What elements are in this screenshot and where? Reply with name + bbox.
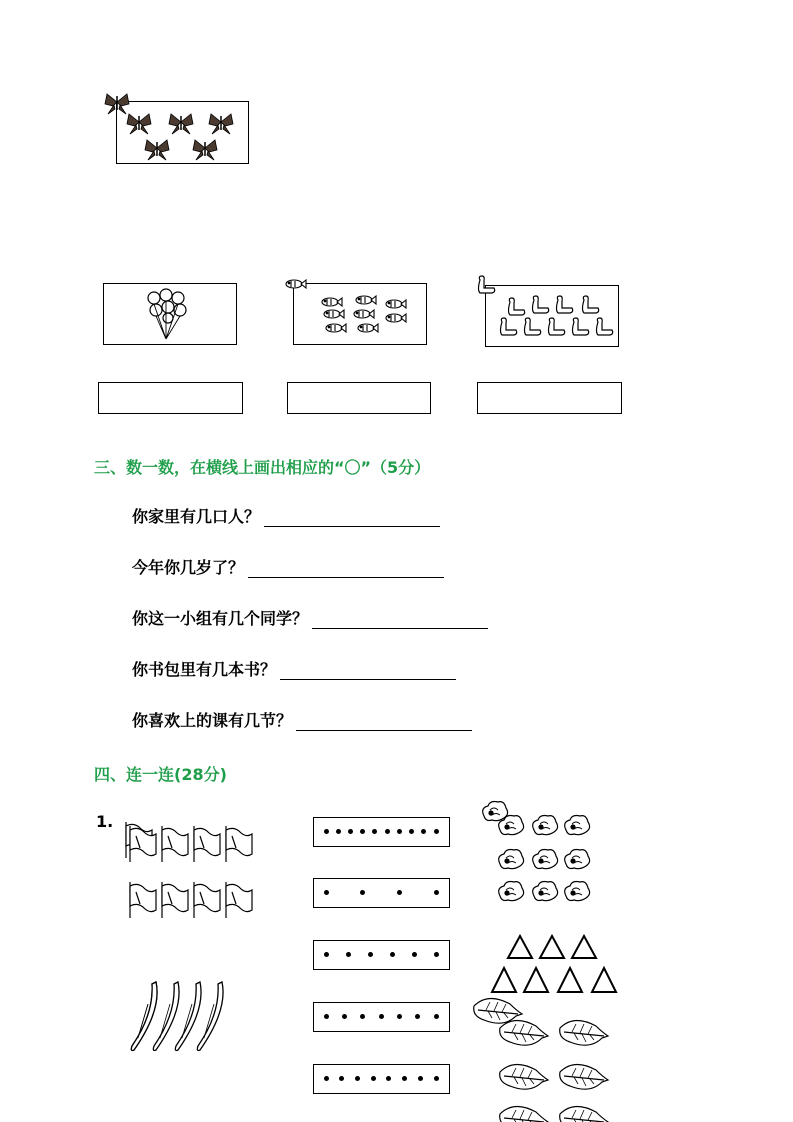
balloons-illustration <box>104 284 238 346</box>
dot-box-1[interactable] <box>313 817 450 847</box>
dot <box>397 829 402 834</box>
dot <box>397 1014 402 1019</box>
dot <box>360 1014 365 1019</box>
dot-box-3[interactable] <box>313 940 450 970</box>
question-4-answer-line[interactable] <box>280 665 456 680</box>
answer-box-balloons[interactable] <box>98 382 243 414</box>
dot <box>324 890 329 895</box>
dot <box>434 1014 439 1019</box>
question-5-text: 你喜欢上的课有几节？ <box>132 711 293 730</box>
dot <box>346 952 351 957</box>
dot <box>372 829 377 834</box>
dot <box>434 1076 439 1081</box>
dot <box>409 829 414 834</box>
dot <box>379 1014 384 1019</box>
dot <box>368 952 373 957</box>
dot <box>421 829 426 834</box>
dot <box>324 829 329 834</box>
question-1 <box>132 504 440 527</box>
dot <box>434 829 439 834</box>
dot <box>386 1076 391 1081</box>
dot <box>342 1014 347 1019</box>
fish-picture <box>293 283 427 345</box>
ducks-picture <box>485 285 619 347</box>
question-3-text: 你这一小组有几个同学？ <box>132 609 309 628</box>
butterfly-picture <box>116 101 249 164</box>
bananas-illustration <box>128 980 238 1060</box>
item-number: 1. <box>96 812 114 831</box>
balloons-picture <box>103 283 237 345</box>
leaves-illustration <box>494 1012 614 1122</box>
question-3-answer-line[interactable] <box>312 614 488 629</box>
dot <box>415 1014 420 1019</box>
dot <box>339 1076 344 1081</box>
ducks-illustration <box>486 286 620 348</box>
question-5-answer-line[interactable] <box>296 716 472 731</box>
question-2-answer-line[interactable] <box>248 563 444 578</box>
butterflies-illustration <box>117 102 250 165</box>
question-1-answer-line[interactable] <box>264 512 440 527</box>
dot <box>324 952 329 957</box>
dot-box-4[interactable] <box>313 1002 450 1032</box>
dot <box>348 829 353 834</box>
dot <box>324 1014 329 1019</box>
triangles-illustration <box>490 934 620 996</box>
dot <box>355 1076 360 1081</box>
answer-box-fish[interactable] <box>287 382 431 414</box>
dot <box>397 890 402 895</box>
dot <box>385 829 390 834</box>
fish-illustration <box>294 284 428 346</box>
dot <box>402 1076 407 1081</box>
dot-box-5[interactable] <box>313 1064 450 1094</box>
section-3-heading: 三、数一数，在横线上画出相应的“〇”（5分） <box>94 458 431 477</box>
question-4 <box>132 657 456 680</box>
dot <box>360 890 365 895</box>
dot <box>390 952 395 957</box>
clouds-illustration <box>494 812 594 912</box>
question-4-text: 你书包里有几本书？ <box>132 660 277 679</box>
question-5 <box>132 708 472 731</box>
flags-illustration <box>126 822 266 942</box>
section-4-heading: 四、连一连(28分) <box>94 765 227 784</box>
dot <box>434 890 439 895</box>
answer-box-ducks[interactable] <box>477 382 622 414</box>
dot <box>336 829 341 834</box>
question-2-text: 今年你几岁了？ <box>132 558 245 577</box>
dot-box-2[interactable] <box>313 878 450 908</box>
dot <box>418 1076 423 1081</box>
question-2 <box>132 555 444 578</box>
dot <box>412 952 417 957</box>
dot <box>371 1076 376 1081</box>
dot <box>324 1076 329 1081</box>
question-1-text: 你家里有几口人？ <box>132 507 261 526</box>
dot <box>434 952 439 957</box>
question-3 <box>132 606 488 629</box>
dot <box>360 829 365 834</box>
